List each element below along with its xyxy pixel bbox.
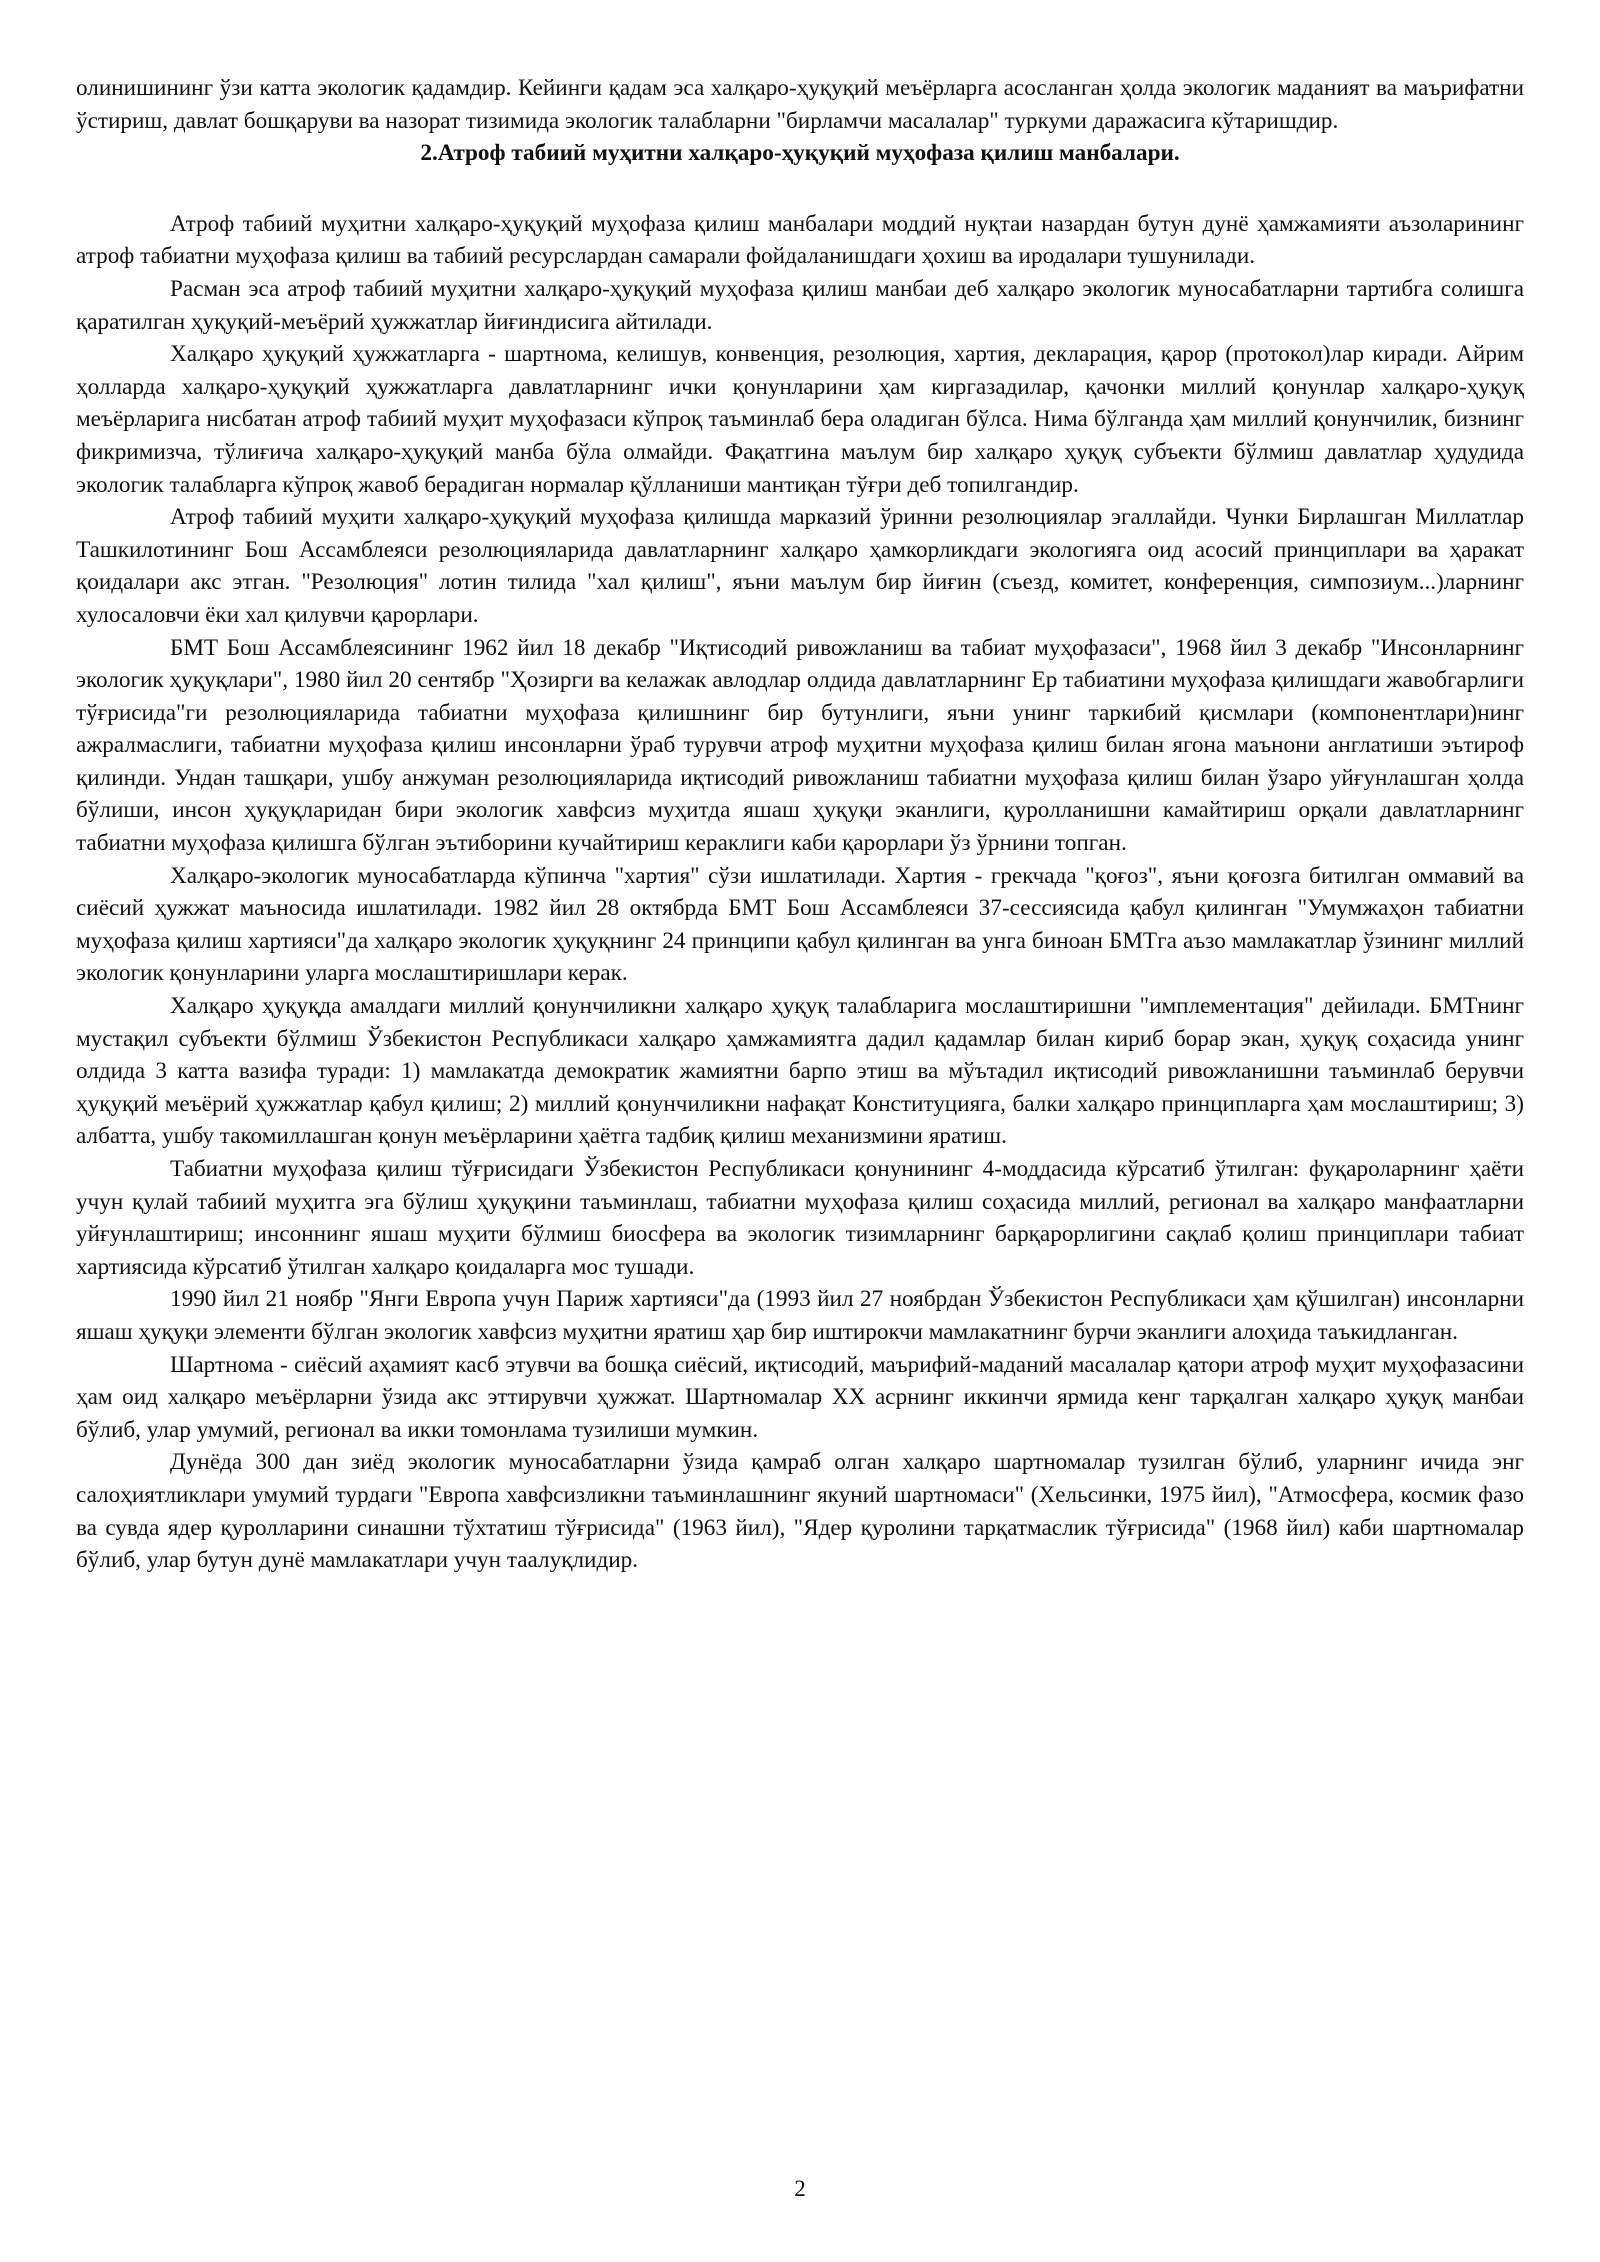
body-paragraph: Шартнома - сиёсий аҳамият касб этувчи ва бошқа сиёсий, иқтисодий, маърифий-маданий масалалар қатори атроф муҳит муҳофазасини ҳам оид халқаро меъёрларни ўзида акс эттирувчи ҳужжат. Шартномалар XX асрнинг иккинчи ярмида кенг тарқалган халқаро ҳуқуқ манбаи бўлиб, улар умумий, регионал ва икки томонлама тузилиши мумкин. xyxy=(76,1351,1524,1443)
section-heading: 2.Атроф табиий муҳитни халқаро-ҳуқуқий муҳофаза қилиш манбалари. xyxy=(420,140,1180,167)
body-paragraph: Атроф табиий муҳитни халқаро-ҳуқуқий муҳофаза қилиш манбалари моддий нуқтаи назардан бутун дунё ҳамжамияти аъзоларининг атроф табиатни муҳофаза қилиш ва табиий ресурслардан самарали фойдаланишдаги ҳохиш ва иродалари тушунилади. xyxy=(76,210,1524,270)
page-number: 2 xyxy=(794,2176,806,2201)
body-paragraph: Атроф табиий муҳити халқаро-ҳуқуқий муҳофаза қилишда марказий ўринни резолюциялар эгаллайди. Чунки Бирлашган Миллатлар Ташкилотининг Бош Ассамблеяси резолюцияларида давлатларнинг халқаро ҳамкорликдаги экологияга оид асосий принциплари ва ҳаракат қоидалари акс этган. "Резолюция" лотин тилида "хал қилиш", яъни маълум бир йиғин (съезд, комитет, конференция, симпозиум...)ларнинг хулосаловчи ёки хал қилувчи қарорлари. xyxy=(76,504,1524,628)
body-paragraph: Халқаро ҳуқуқий ҳужжатларга - шартнома, келишув, конвенция, резолюция, хартия, декларация, қарор (протокол)лар киради. Айрим ҳолларда халқаро-ҳуқуқий ҳужжатларга давлатларнинг ички қонунларини ҳам киргазадилар, қачонки миллий қонунлар халқаро-ҳуқуқ меъёрларига нисбатан атроф табиий муҳит муҳофазаси кўпроқ таъминлаб бера оладиган бўлса. Нима бўлганда ҳам миллий қонунчилик, бизнинг фикримизча, тўлиғича халқаро-ҳуқуқий манба бўла олмайди. Фақатгина маълум бир халқаро ҳуқуқ субъекти бўлмиш давлатлар ҳудудида экологик талабларга кўпроқ жавоб берадиган нормалар қўлланиши мантиқан тўғри деб топилгандир. xyxy=(76,341,1524,498)
body-paragraph: БМТ Бош Ассамблеясининг 1962 йил 18 декабр "Иқтисодий ривожланиш ва табиат муҳофазаси", 1968 йил 3 декабр "Инсонларнинг экологик ҳуқуқлари", 1980 йил 20 сентябр "Ҳозирги ва келажак авлодлар олдида давлатларнинг Ер табиатини муҳофаза қилишдаги жавобгарлиги тўғрисида"ги резолюцияларида табиатни муҳофаза қилишнинг бир бутунлиги, яъни унинг таркибий қисмлари (компонентлари)нинг ажралмаслиги, табиатни муҳофаза қилиш инсонларни ўраб турувчи атроф муҳитни муҳофаза қилиш билан ягона маънони англатиши эътироф қилинди. Ундан ташқари, ушбу анжуман резолюцияларида иқтисодий ривожланиш табиатни муҳофаза қилиш билан ўзаро уйғунлашган ҳолда бўлиши, инсон ҳуқуқларидан бири экологик хавфсиз муҳитда яшаш ҳуқуқи эканлиги, қуролланишни камайтириш орқали давлатларнинг табиатни муҳофаза қилишга бўлган эътиборини кучайтириш кераклиги каби қарорлари ўз ўрнини топган. xyxy=(76,634,1524,857)
body-paragraph: Дунёда 300 дан зиёд экологик муносабатларни ўзида қамраб олган халқаро шартномалар тузилган бўлиб, уларнинг ичида энг салоҳиятликлари умумий турдаги "Европа хавфсизликни таъминлашнинг якуний шартномаси" (Хельсинки, 1975 йил), "Атмосфера, космик фазо ва сувда ядер қуролларини синашни тўхтатиш тўғрисида" (1963 йил), "Ядер қуролини тарқатмаслик тўғрисида" (1968 йил) каби шартномалар бўлиб, улар бутун дунё мамлакатлари учун таалуқлидир. xyxy=(76,1449,1524,1574)
body-paragraph: Халқаро-экологик муносабатларда кўпинча "хартия" сўзи ишлатилади. Хартия - грекчада "қоғоз", яъни қоғозга битилган оммавий ва сиёсий ҳужжат маъносида ишлатилади. 1982 йил 28 октябрда БМТ Бош Ассамблеяси 37-сессиясида қабул қилинган "Умумжаҳон табиатни муҳофаза қилиш хартияси"да халқаро экологик ҳуқуқнинг 24 принципи қабул қилинган ва унга биноан БМТга аъзо мамлакатлар ўзининг миллий экологик қонунларини уларга мослаштиришлари керак. xyxy=(76,862,1524,987)
body-paragraph: Табиатни муҳофаза қилиш тўғрисидаги Ўзбекистон Республикаси қонунининг 4-моддасида кўрсатиб ўтилган: фуқароларнинг ҳаёти учун қулай табиий муҳитга эга бўлиш ҳуқуқини таъминлаш, табиатни муҳофаза қилиш соҳасида миллий, регионал ва халқаро манфаатларни уйғунлаштириш; инсоннинг яшаш муҳити бўлмиш биосфера ва экологик тизимларнинг барқарорлигини сақлаб қолиш принциплари табиат хартиясида кўрсатиб ўтилган халқаро қоидаларга мос тушади. xyxy=(76,1156,1524,1280)
intro-paragraph: олинишининг ўзи катта экологик қадамдир. Кейинги қадам эса халқаро-ҳуқуқий меъёрларга асосланган ҳолда экологик маданият ва маърифатни ўстириш, давлат бошқаруви ва назорат тизимида экологик талабларни "бирламчи масалалар" туркуми даражасига кўтаришдир. xyxy=(76,75,1524,134)
body-paragraph: Расман эса атроф табиий муҳитни халқаро-ҳуқуқий муҳофаза қилиш манбаи деб халқаро экологик муносабатларни тартибга солишга қаратилган ҳуқуқий-меъёрий ҳужжатлар йиғиндисига айтилади. xyxy=(76,275,1524,335)
body-paragraph: Халқаро ҳуқуқда амалдаги миллий қонунчиликни халқаро ҳуқуқ талабларига мослаштиришни "имплементация" дейилади. БМТнинг мустақил субъекти бўлмиш Ўзбекистон Республикаси халқаро ҳамжамиятга дадил қадамлар билан кириб борар экан, ҳуқуқ соҳасида унинг олдида 3 катта вазифа туради: 1) мамлакатда демократик жамиятни барпо этиш ва мўътадил иқтисодий ривожланишни таъминлаб берувчи ҳуқуқий меъёрий ҳужжатлар қабул қилиш; 2) миллий қонунчиликни нафақат Конституцияга, балки халқаро принципларга ҳам мослаштириш; 3) албатта, ушбу такомиллашган қонун меъёрларини ҳаётга тадбиқ қилиш механизмини яратиш. xyxy=(76,993,1524,1150)
document-page xyxy=(76,72,1524,1577)
body-paragraph: 1990 йил 21 ноябр "Янги Европа учун Париж хартияси"да (1993 йил 27 ноябрдан Ўзбекистон Республикаси ҳам қўшилган) инсонларни яшаш ҳуқуқи элементи бўлган экологик хавфсиз муҳитни яратиш ҳар бир иштирокчи мамлакатнинг бурчи эканлиги алоҳида таъкидланган. xyxy=(76,1286,1524,1345)
